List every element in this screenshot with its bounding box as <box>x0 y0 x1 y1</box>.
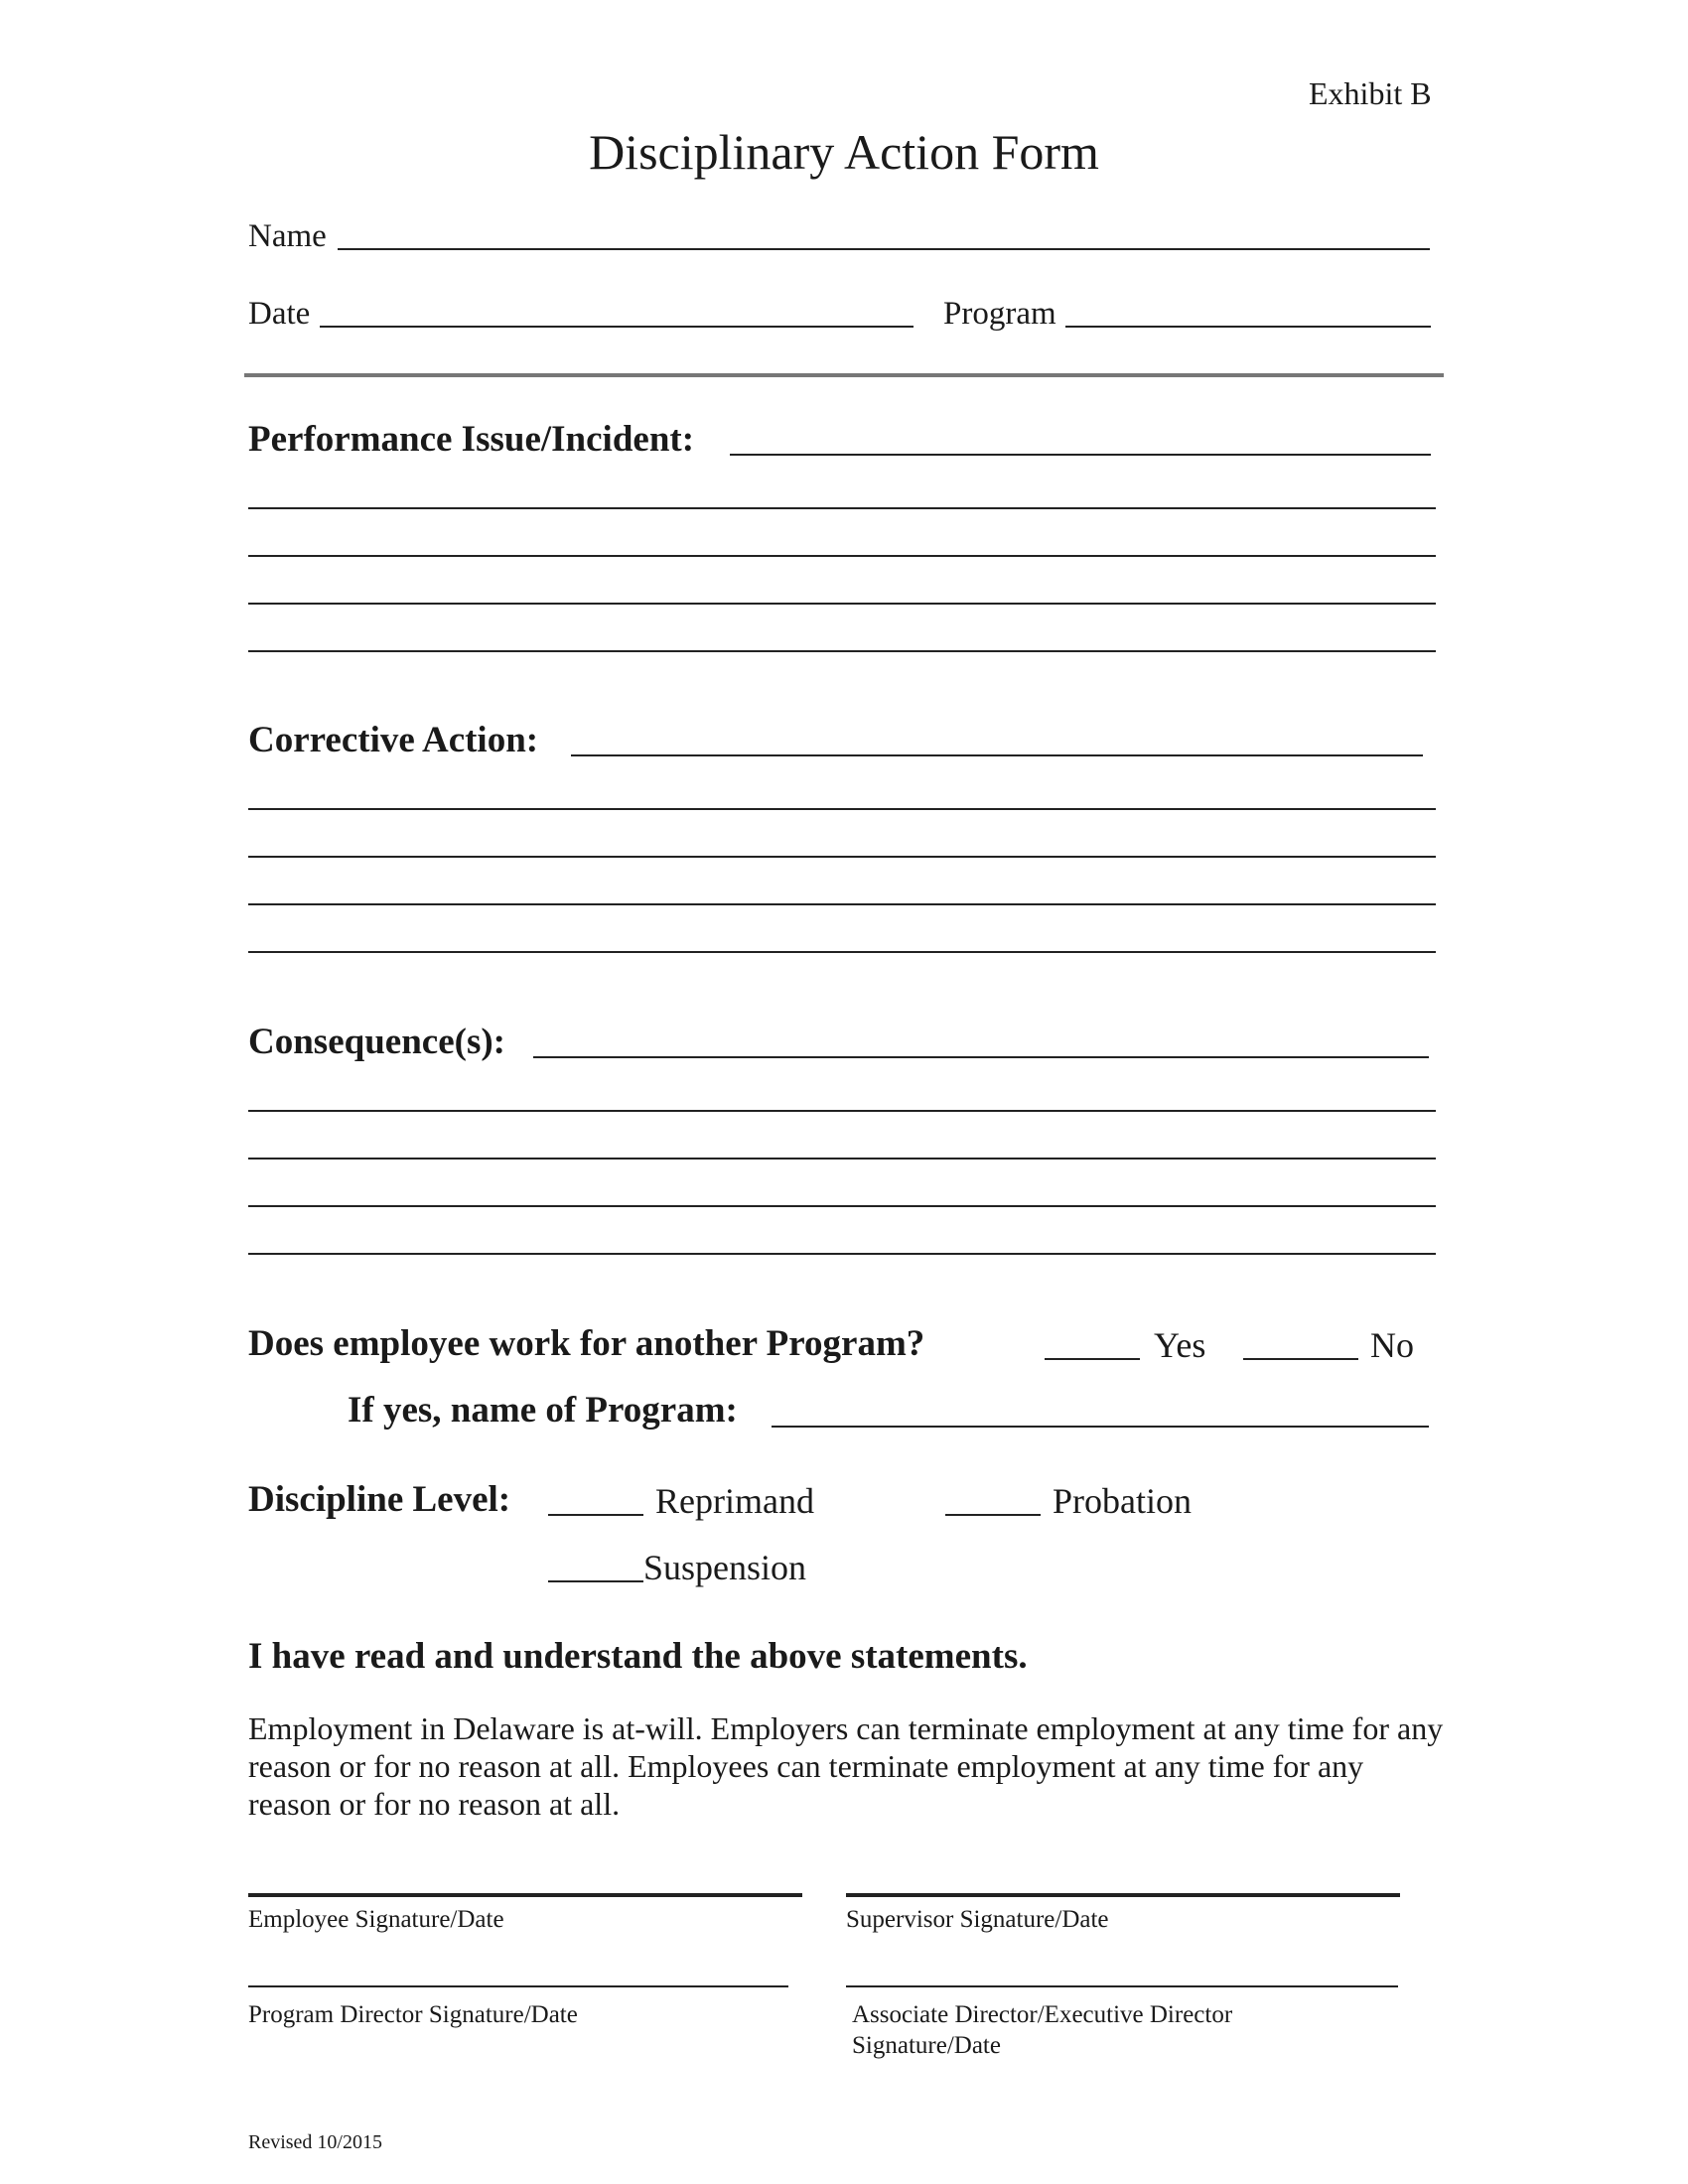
program-director-signature-line[interactable] <box>248 1985 788 1987</box>
supervisor-signature-line[interactable] <box>846 1893 1400 1897</box>
performance-issue-label: Performance Issue/Incident: <box>248 419 695 460</box>
corrective-action-line[interactable] <box>248 951 1436 953</box>
program-field[interactable] <box>1065 326 1431 328</box>
corrective-action-line[interactable] <box>248 903 1436 905</box>
another-program-question: Does employee work for another Program? <box>248 1323 925 1364</box>
suspension-checkbox-line[interactable] <box>548 1580 643 1582</box>
name-label: Name <box>248 218 327 254</box>
probation-label: Probation <box>1053 1481 1192 1521</box>
program-director-signature-label: Program Director Signature/Date <box>248 2001 578 2028</box>
consequences-line[interactable] <box>248 1158 1436 1160</box>
performance-issue-line[interactable] <box>248 507 1436 509</box>
corrective-action-label: Corrective Action: <box>248 720 539 760</box>
form-title: Disciplinary Action Form <box>589 124 1099 180</box>
consequences-label: Consequence(s): <box>248 1022 505 1062</box>
consequences-field[interactable] <box>533 1056 1429 1058</box>
associate-director-signature-label: Associate Director/Executive Director Signature/Date <box>852 2001 1233 2060</box>
program-label: Program <box>943 296 1056 332</box>
acknowledgement-statement: I have read and understand the above statements. <box>248 1636 1028 1677</box>
consequences-line[interactable] <box>248 1110 1436 1112</box>
at-will-disclaimer: Employment in Delaware is at-will. Employers can terminate employment at any time for any reason or for no reason at all. Employees can terminate employment at any time for any reason or for no reason at all. <box>248 1710 1444 1822</box>
reprimand-label: Reprimand <box>655 1481 814 1521</box>
performance-issue-field[interactable] <box>730 454 1431 456</box>
yes-label: Yes <box>1154 1325 1206 1365</box>
date-field[interactable] <box>320 326 914 328</box>
corrective-action-line[interactable] <box>248 808 1436 810</box>
if-yes-program-label: If yes, name of Program: <box>348 1390 738 1431</box>
corrective-action-line[interactable] <box>248 856 1436 858</box>
consequences-line[interactable] <box>248 1253 1436 1255</box>
no-label: No <box>1370 1325 1414 1365</box>
performance-issue-line[interactable] <box>248 650 1436 652</box>
associate-director-signature-line[interactable] <box>846 1985 1398 1987</box>
consequences-line[interactable] <box>248 1205 1436 1207</box>
performance-issue-line[interactable] <box>248 603 1436 605</box>
date-label: Date <box>248 296 311 332</box>
probation-checkbox-line[interactable] <box>945 1514 1041 1516</box>
corrective-action-field[interactable] <box>571 754 1423 756</box>
if-yes-program-field[interactable] <box>772 1426 1429 1428</box>
supervisor-signature-label: Supervisor Signature/Date <box>846 1906 1109 1933</box>
employee-signature-line[interactable] <box>248 1893 802 1897</box>
yes-checkbox-line[interactable] <box>1045 1358 1140 1360</box>
section-divider <box>244 373 1444 377</box>
performance-issue-line[interactable] <box>248 555 1436 557</box>
discipline-level-label: Discipline Level: <box>248 1479 511 1520</box>
employee-signature-label: Employee Signature/Date <box>248 1906 504 1933</box>
no-checkbox-line[interactable] <box>1243 1358 1358 1360</box>
name-field[interactable] <box>338 248 1430 250</box>
reprimand-checkbox-line[interactable] <box>548 1514 643 1516</box>
revised-date: Revised 10/2015 <box>248 2131 382 2153</box>
exhibit-label: Exhibit B <box>1309 75 1432 111</box>
suspension-label: Suspension <box>643 1548 807 1587</box>
